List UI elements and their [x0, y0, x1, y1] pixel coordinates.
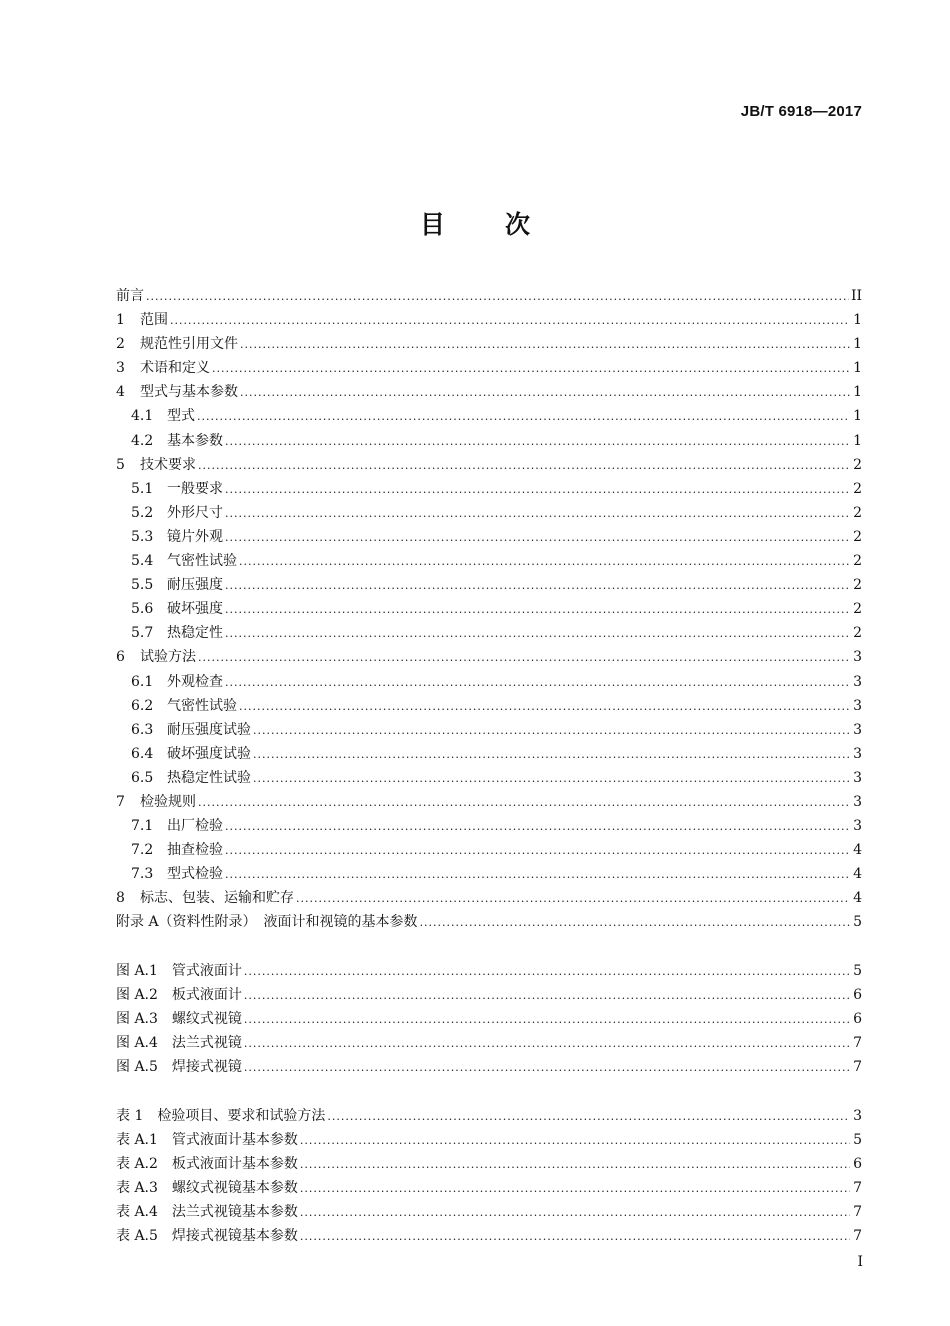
- toc-entry[interactable]: [116, 597, 862, 621]
- page-title: 目次: [419, 210, 590, 239]
- toc-entry-number: 7.2: [131, 842, 154, 859]
- toc-entry[interactable]: [116, 718, 862, 742]
- dot-leader: [197, 405, 850, 429]
- dot-leader: [300, 1225, 850, 1249]
- toc-entry[interactable]: [116, 380, 862, 404]
- toc-entry[interactable]: [116, 1152, 862, 1176]
- toc-entry-label: 热稳定性试验: [167, 769, 251, 786]
- toc-entry-page: 2: [853, 625, 862, 642]
- toc-entry-number: 4: [116, 384, 125, 401]
- toc-entry-label: 图 A.3 螺纹式视镜: [116, 1011, 242, 1028]
- dot-leader: [225, 502, 850, 526]
- toc-entry-number: 6.5: [131, 769, 154, 786]
- toc-entry[interactable]: [116, 501, 862, 525]
- toc-entry-page: 7: [853, 1035, 862, 1052]
- toc-entry-number: 5.3: [131, 528, 154, 545]
- toc-entry[interactable]: [116, 1031, 862, 1055]
- dot-leader: [300, 1153, 850, 1177]
- toc-entry-label: 耐压强度: [167, 577, 223, 594]
- toc-entry[interactable]: [116, 670, 862, 694]
- toc-entry-label: 前言: [116, 288, 144, 304]
- toc-entry-label: 镜片外观: [167, 528, 223, 545]
- dot-leader: [198, 454, 850, 478]
- dot-leader: [240, 381, 850, 405]
- list-of-tables: [116, 1104, 862, 1249]
- dot-leader: [225, 478, 850, 502]
- toc-entry-page: 2: [853, 528, 862, 545]
- toc-entry[interactable]: [116, 477, 862, 501]
- dot-leader: [240, 333, 850, 357]
- toc-entry-page: 3: [853, 1108, 862, 1124]
- dot-leader: [225, 863, 850, 887]
- toc-entry[interactable]: [116, 573, 862, 597]
- toc-entry[interactable]: [116, 1200, 862, 1224]
- toc-entry-number: 5.2: [131, 504, 154, 521]
- toc-entry-label: 外观检查: [167, 673, 223, 690]
- toc-entry-page: 1: [853, 432, 862, 449]
- toc-entry[interactable]: [116, 549, 862, 573]
- toc-entry-page: 1: [853, 408, 862, 425]
- toc-entry-page: 7: [853, 1204, 862, 1221]
- toc-entry-page: 6: [853, 1011, 862, 1028]
- toc-entry-number: 4.1: [131, 408, 154, 425]
- toc-entry-number: 1: [116, 312, 125, 329]
- toc-entry-page: 3: [853, 818, 862, 835]
- toc-entry-label: 试验方法: [140, 649, 196, 666]
- toc-entry[interactable]: [116, 910, 862, 934]
- dot-leader: [225, 430, 850, 454]
- dot-leader: [244, 984, 850, 1008]
- dot-leader: [253, 767, 850, 791]
- toc-entry[interactable]: [116, 621, 862, 645]
- toc-entry-label: 范围: [140, 312, 168, 329]
- toc-entry-label: 破坏强度: [167, 601, 223, 618]
- toc-entry-page: 3: [853, 697, 862, 714]
- toc-entry-page: 5: [853, 914, 862, 931]
- toc-entry-page: 4: [853, 866, 862, 883]
- toc-entry[interactable]: [116, 404, 862, 428]
- toc-entry-page: 3: [853, 745, 862, 762]
- toc-entry[interactable]: [116, 766, 862, 790]
- toc-entry-label: 检验规则: [140, 793, 196, 810]
- toc-entry-number: 5.6: [131, 601, 154, 618]
- toc-entry-page: 2: [853, 504, 862, 521]
- dot-leader: [212, 357, 850, 381]
- toc-entry-number: 7.3: [131, 866, 154, 883]
- toc-entry-page: 4: [853, 842, 862, 859]
- toc-entry-label: 出厂检验: [167, 818, 223, 835]
- toc-entry-label: 表 A.2 板式液面计基本参数: [116, 1156, 298, 1173]
- dot-leader: [225, 671, 850, 695]
- dot-leader: [244, 1032, 850, 1056]
- toc-entry-label: 基本参数: [167, 432, 223, 449]
- toc-entry-label: 一般要求: [167, 480, 223, 497]
- toc-entry-number: 5.5: [131, 577, 154, 594]
- toc-entry-number: 7.1: [131, 818, 154, 835]
- toc-entry-page: 6: [853, 987, 862, 1004]
- toc-entry-label: 图 A.4 法兰式视镜: [116, 1035, 242, 1052]
- toc-entry-page: 1: [853, 360, 862, 377]
- dot-leader: [253, 719, 850, 743]
- toc-entry-label: 图 A.1 管式液面计: [116, 963, 242, 979]
- toc-entry-number: 6.3: [131, 721, 154, 738]
- dot-leader: [239, 550, 850, 574]
- toc-entry[interactable]: [116, 1224, 862, 1248]
- toc-entry-page: 3: [853, 649, 862, 666]
- toc-entry-label: 气密性试验: [167, 697, 237, 714]
- toc-entry[interactable]: [116, 1104, 862, 1128]
- toc-entry-page: 5: [853, 1132, 862, 1149]
- toc-entry[interactable]: [116, 429, 862, 453]
- toc-entry-number: 5.4: [131, 553, 154, 570]
- dot-leader: [244, 960, 850, 984]
- toc-entry-label: 型式检验: [167, 866, 223, 883]
- toc-entry-number: 3: [116, 360, 125, 377]
- toc-entry-label: 图 A.5 焊接式视镜: [116, 1059, 242, 1076]
- toc-entry[interactable]: [116, 694, 862, 718]
- toc-entry-page: 7: [853, 1059, 862, 1076]
- toc-entry[interactable]: [116, 1128, 862, 1152]
- dot-leader: [146, 285, 849, 309]
- toc-entry-label: 术语和定义: [140, 360, 210, 377]
- toc-entry[interactable]: [116, 453, 862, 477]
- toc-entry-label: 型式与基本参数: [140, 384, 238, 401]
- toc-entry-label: 型式: [167, 408, 195, 425]
- toc-entry-page: 2: [853, 456, 862, 473]
- dot-leader: [225, 526, 850, 550]
- toc-entry-label: 规范性引用文件: [140, 336, 238, 353]
- toc-entry[interactable]: [116, 356, 862, 380]
- toc-entry[interactable]: [116, 1007, 862, 1031]
- dot-leader: [225, 815, 850, 839]
- dot-leader: [300, 1177, 850, 1201]
- toc-entry[interactable]: [116, 886, 862, 910]
- dot-leader: [225, 839, 850, 863]
- toc-entry-number: 4.2: [131, 432, 154, 449]
- table-of-contents: [116, 284, 862, 935]
- toc-entry[interactable]: [116, 838, 862, 862]
- toc-entry[interactable]: [116, 814, 862, 838]
- toc-entry-label: 表 1 检验项目、要求和试验方法: [116, 1108, 326, 1124]
- toc-entry-label: 表 A.4 法兰式视镜基本参数: [116, 1204, 298, 1221]
- dot-leader: [327, 1105, 850, 1129]
- toc-entry-number: 5.7: [131, 625, 154, 642]
- toc-entry[interactable]: [116, 959, 862, 983]
- toc-entry-label: 耐压强度试验: [167, 721, 251, 738]
- dot-leader: [253, 743, 850, 767]
- dot-leader: [239, 695, 850, 719]
- dot-leader: [225, 574, 850, 598]
- toc-entry-label: 技术要求: [140, 456, 196, 473]
- toc-entry-page: 6: [853, 1156, 862, 1173]
- dot-leader: [225, 598, 850, 622]
- toc-entry-page: 3: [853, 721, 862, 738]
- toc-entry-page: 3: [853, 673, 862, 690]
- toc-entry[interactable]: [116, 645, 862, 669]
- toc-entry[interactable]: [116, 332, 862, 356]
- toc-entry-page: II: [850, 288, 862, 304]
- dot-leader: [225, 622, 850, 646]
- toc-entry-page: 7: [853, 1180, 862, 1197]
- toc-entry-label: 表 A.3 螺纹式视镜基本参数: [116, 1180, 298, 1197]
- toc-entry-page: 1: [853, 336, 862, 353]
- dot-leader: [244, 1056, 850, 1080]
- toc-entry[interactable]: [116, 983, 862, 1007]
- toc-entry-page: 7: [853, 1228, 862, 1245]
- toc-entry[interactable]: [116, 1176, 862, 1200]
- toc-entry-label: 表 A.5 焊接式视镜基本参数: [116, 1228, 298, 1245]
- toc-entry-page: 1: [853, 312, 862, 329]
- toc-entry-label: 标志、包装、运输和贮存: [140, 890, 294, 907]
- toc-entry-page: 2: [853, 480, 862, 497]
- toc-entry-number: 6.2: [131, 697, 154, 714]
- toc-entry[interactable]: [116, 308, 862, 332]
- toc-entry-number: 6: [116, 649, 125, 666]
- dot-leader: [170, 309, 850, 333]
- toc-entry-label: 外形尺寸: [167, 504, 223, 521]
- dot-leader: [420, 911, 850, 935]
- toc-entry[interactable]: [116, 525, 862, 549]
- toc-entry[interactable]: [116, 790, 862, 814]
- dot-leader: [198, 646, 850, 670]
- toc-entry[interactable]: [116, 742, 862, 766]
- dot-leader: [296, 887, 850, 911]
- toc-entry-number: 6.4: [131, 745, 154, 762]
- toc-entry-page: 3: [853, 793, 862, 810]
- dot-leader: [300, 1129, 850, 1153]
- toc-entry-page: 3: [853, 769, 862, 786]
- toc-entry-page: 1: [853, 384, 862, 401]
- toc-entry-number: 7: [116, 793, 125, 810]
- toc-entry-number: 6.1: [131, 673, 154, 690]
- toc-entry-label: 表 A.1 管式液面计基本参数: [116, 1132, 298, 1149]
- dot-leader: [300, 1201, 850, 1225]
- toc-entry-number: 5: [116, 456, 125, 473]
- toc-entry-page: 5: [853, 963, 862, 979]
- toc-entry[interactable]: [116, 284, 862, 308]
- toc-entry-number: 8: [116, 890, 125, 907]
- dot-leader: [244, 1008, 850, 1032]
- toc-entry[interactable]: [116, 1055, 862, 1079]
- toc-entry-label: 附录 A（资料性附录） 液面计和视镜的基本参数: [116, 914, 418, 931]
- toc-entry-number: 2: [116, 336, 125, 353]
- dot-leader: [198, 791, 850, 815]
- toc-entry-page: 2: [853, 601, 862, 618]
- page-number: I: [857, 1254, 863, 1270]
- toc-entry-number: 5.1: [131, 480, 154, 497]
- list-of-figures: [116, 959, 862, 1079]
- toc-entry-label: 热稳定性: [167, 625, 223, 642]
- toc-entry-page: 2: [853, 577, 862, 594]
- toc-entry-label: 气密性试验: [167, 553, 237, 570]
- toc-entry-label: 图 A.2 板式液面计: [116, 987, 242, 1004]
- document-code: JB/T 6918—2017: [740, 103, 862, 120]
- toc-entry-label: 抽查检验: [167, 842, 223, 859]
- toc-entry[interactable]: [116, 862, 862, 886]
- toc-entry-label: 破坏强度试验: [167, 745, 251, 762]
- toc-entry-page: 4: [853, 890, 862, 907]
- toc-entry-page: 2: [853, 553, 862, 570]
